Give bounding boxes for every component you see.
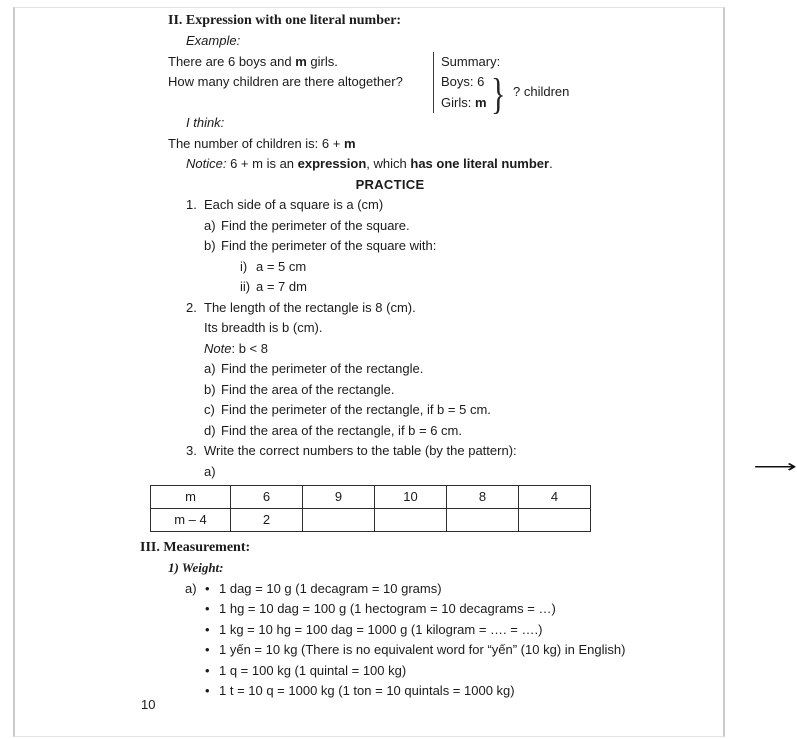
measurement-item [205, 681, 699, 702]
example-question [168, 52, 433, 114]
table-cell [303, 509, 375, 532]
table-row [151, 509, 591, 532]
list-text: Each side of a square is a (cm) [204, 197, 384, 212]
list-text: Write the correct numbers to the table (by the pattern): [204, 443, 517, 458]
measurement-bullets [205, 579, 699, 702]
section-ii-heading: II. Expression with one literal number: [168, 13, 402, 28]
i-think-label: I think: [186, 115, 225, 130]
boys-line-m: m [295, 53, 307, 69]
list-marker: a) [185, 580, 197, 596]
table-cell [375, 509, 447, 532]
boys-line-end: girls. [306, 53, 338, 69]
brace-icon: } [491, 69, 506, 118]
note-text: : b < 8 [231, 340, 268, 356]
practice-table [150, 485, 591, 532]
list-text: The length of the rectangle is 8 (cm). [204, 299, 416, 315]
question-line: How many children are there altogether? [168, 74, 403, 89]
list-marker: b) [204, 238, 216, 253]
list-text: Find the perimeter of the rectangle, if b = 5 cm. [221, 402, 491, 417]
list-marker: 1. [186, 197, 197, 212]
practice-item-1a [204, 216, 699, 237]
list-text: Find the area of the rectangle, if b = 6 cm. [221, 422, 462, 438]
summary-label: Summary: [441, 53, 501, 69]
measurement-item [205, 661, 699, 682]
summary-boys: Boys: 6 [441, 74, 485, 89]
list-text: Find the area of the rectangle. [221, 381, 395, 397]
bullet-icon: • [205, 642, 210, 657]
measurement-item [205, 640, 699, 661]
notice-text-1: 6 + m is an [226, 156, 298, 171]
practice-item-3a [204, 458, 797, 483]
practice-item-2a [204, 359, 699, 380]
measurement-item [205, 599, 699, 620]
note-label: Note [204, 340, 232, 356]
notice-text-2: , which [366, 156, 411, 171]
practice-item-2c [204, 400, 699, 421]
list-text: Find the perimeter of the square. [221, 217, 410, 233]
list-marker: c) [204, 402, 215, 417]
summary-girls-text: Girls: [441, 94, 475, 110]
bullet-icon: • [205, 662, 210, 678]
list-marker: 3. [186, 443, 197, 458]
list-marker: a) [204, 361, 216, 376]
practice-item-2-note [204, 339, 699, 360]
bullet-icon: • [205, 580, 210, 596]
measurement-text: 1 kg = 10 hg = 100 dag = 1000 g (1 kilogram = …. = ….) [219, 621, 543, 637]
summary-girls-m: m [474, 94, 487, 110]
measurement-text: 1 dag = 10 g (1 decagram = 10 grams) [219, 580, 442, 596]
page-number: 10 [141, 697, 156, 712]
boys-line [168, 52, 433, 73]
table-cell: m [151, 486, 231, 509]
example-label: Example: [186, 33, 241, 48]
list-marker: b) [204, 381, 216, 397]
list-text: a = 5 cm [256, 258, 307, 274]
list-text: a = 7 dm [256, 279, 307, 294]
notice-label: Notice: [186, 156, 227, 171]
children-count-text: The number of children is: 6 + [168, 135, 344, 151]
bullet-icon: • [205, 621, 210, 637]
right-arrow-icon: ⟶ [753, 458, 797, 476]
notice-bold-1: expression [297, 156, 367, 171]
children-count-m: m [343, 135, 356, 151]
notice-bold-2: has one literal number [410, 156, 550, 171]
practice-item-2-line2: Its breadth is b (cm). [204, 320, 323, 335]
summary-block [433, 52, 653, 118]
table-cell: 6 [231, 486, 303, 509]
section-iii-heading: III. Measurement: [140, 540, 251, 555]
measurement-item [205, 579, 699, 600]
practice-item-1 [186, 195, 699, 216]
list-marker: i) [240, 258, 248, 274]
practice-item-1b [204, 236, 699, 257]
list-marker: a) [204, 463, 216, 479]
list-marker: ii) [240, 279, 251, 294]
practice-item-2 [186, 298, 699, 319]
table-cell: m – 4 [151, 509, 231, 532]
list-marker: d) [204, 422, 216, 438]
notice-text-3: . [549, 156, 553, 171]
table-cell [447, 509, 519, 532]
table-cell: 8 [447, 486, 519, 509]
notice-line [186, 154, 699, 175]
table-cell: 9 [303, 486, 375, 509]
children-count-line [168, 134, 699, 155]
practice-item-1bi [240, 257, 699, 278]
practice-title: PRACTICE [355, 176, 425, 192]
table-cell: 10 [375, 486, 447, 509]
practice-item-1bii [240, 277, 699, 298]
list-marker: a) [204, 217, 216, 233]
list-marker: 2. [186, 299, 197, 315]
measurement-text: 1 t = 10 q = 1000 kg (1 ton = 10 quintals = 1000 kg) [219, 683, 515, 698]
table-cell [519, 509, 591, 532]
table-row [151, 486, 591, 509]
list-text: Find the perimeter of the square with: [221, 238, 437, 253]
bullet-icon: • [205, 601, 210, 616]
summary-question: ? children [513, 83, 570, 99]
weight-label: 1) Weight: [168, 560, 224, 575]
table-cell: 4 [519, 486, 591, 509]
practice-item-3 [186, 441, 699, 462]
measurement-text: 1 yến = 10 kg (There is no equivalent word for “yến” (10 kg) in English) [219, 642, 626, 657]
example-block [168, 52, 699, 118]
list-text: Find the perimeter of the rectangle. [221, 361, 424, 376]
practice-item-2d [204, 421, 699, 442]
measurement-item [205, 620, 699, 641]
table-cell: 2 [231, 509, 303, 532]
measurement-list [185, 579, 699, 702]
bullet-icon: • [205, 683, 210, 698]
measurement-text: 1 q = 100 kg (1 quintal = 100 kg) [219, 662, 407, 678]
boys-line-text: There are 6 boys and [168, 53, 296, 69]
measurement-text: 1 hg = 10 dag = 100 g (1 hectogram = 10 decagrams = …) [219, 601, 556, 616]
practice-item-2b [204, 380, 699, 401]
